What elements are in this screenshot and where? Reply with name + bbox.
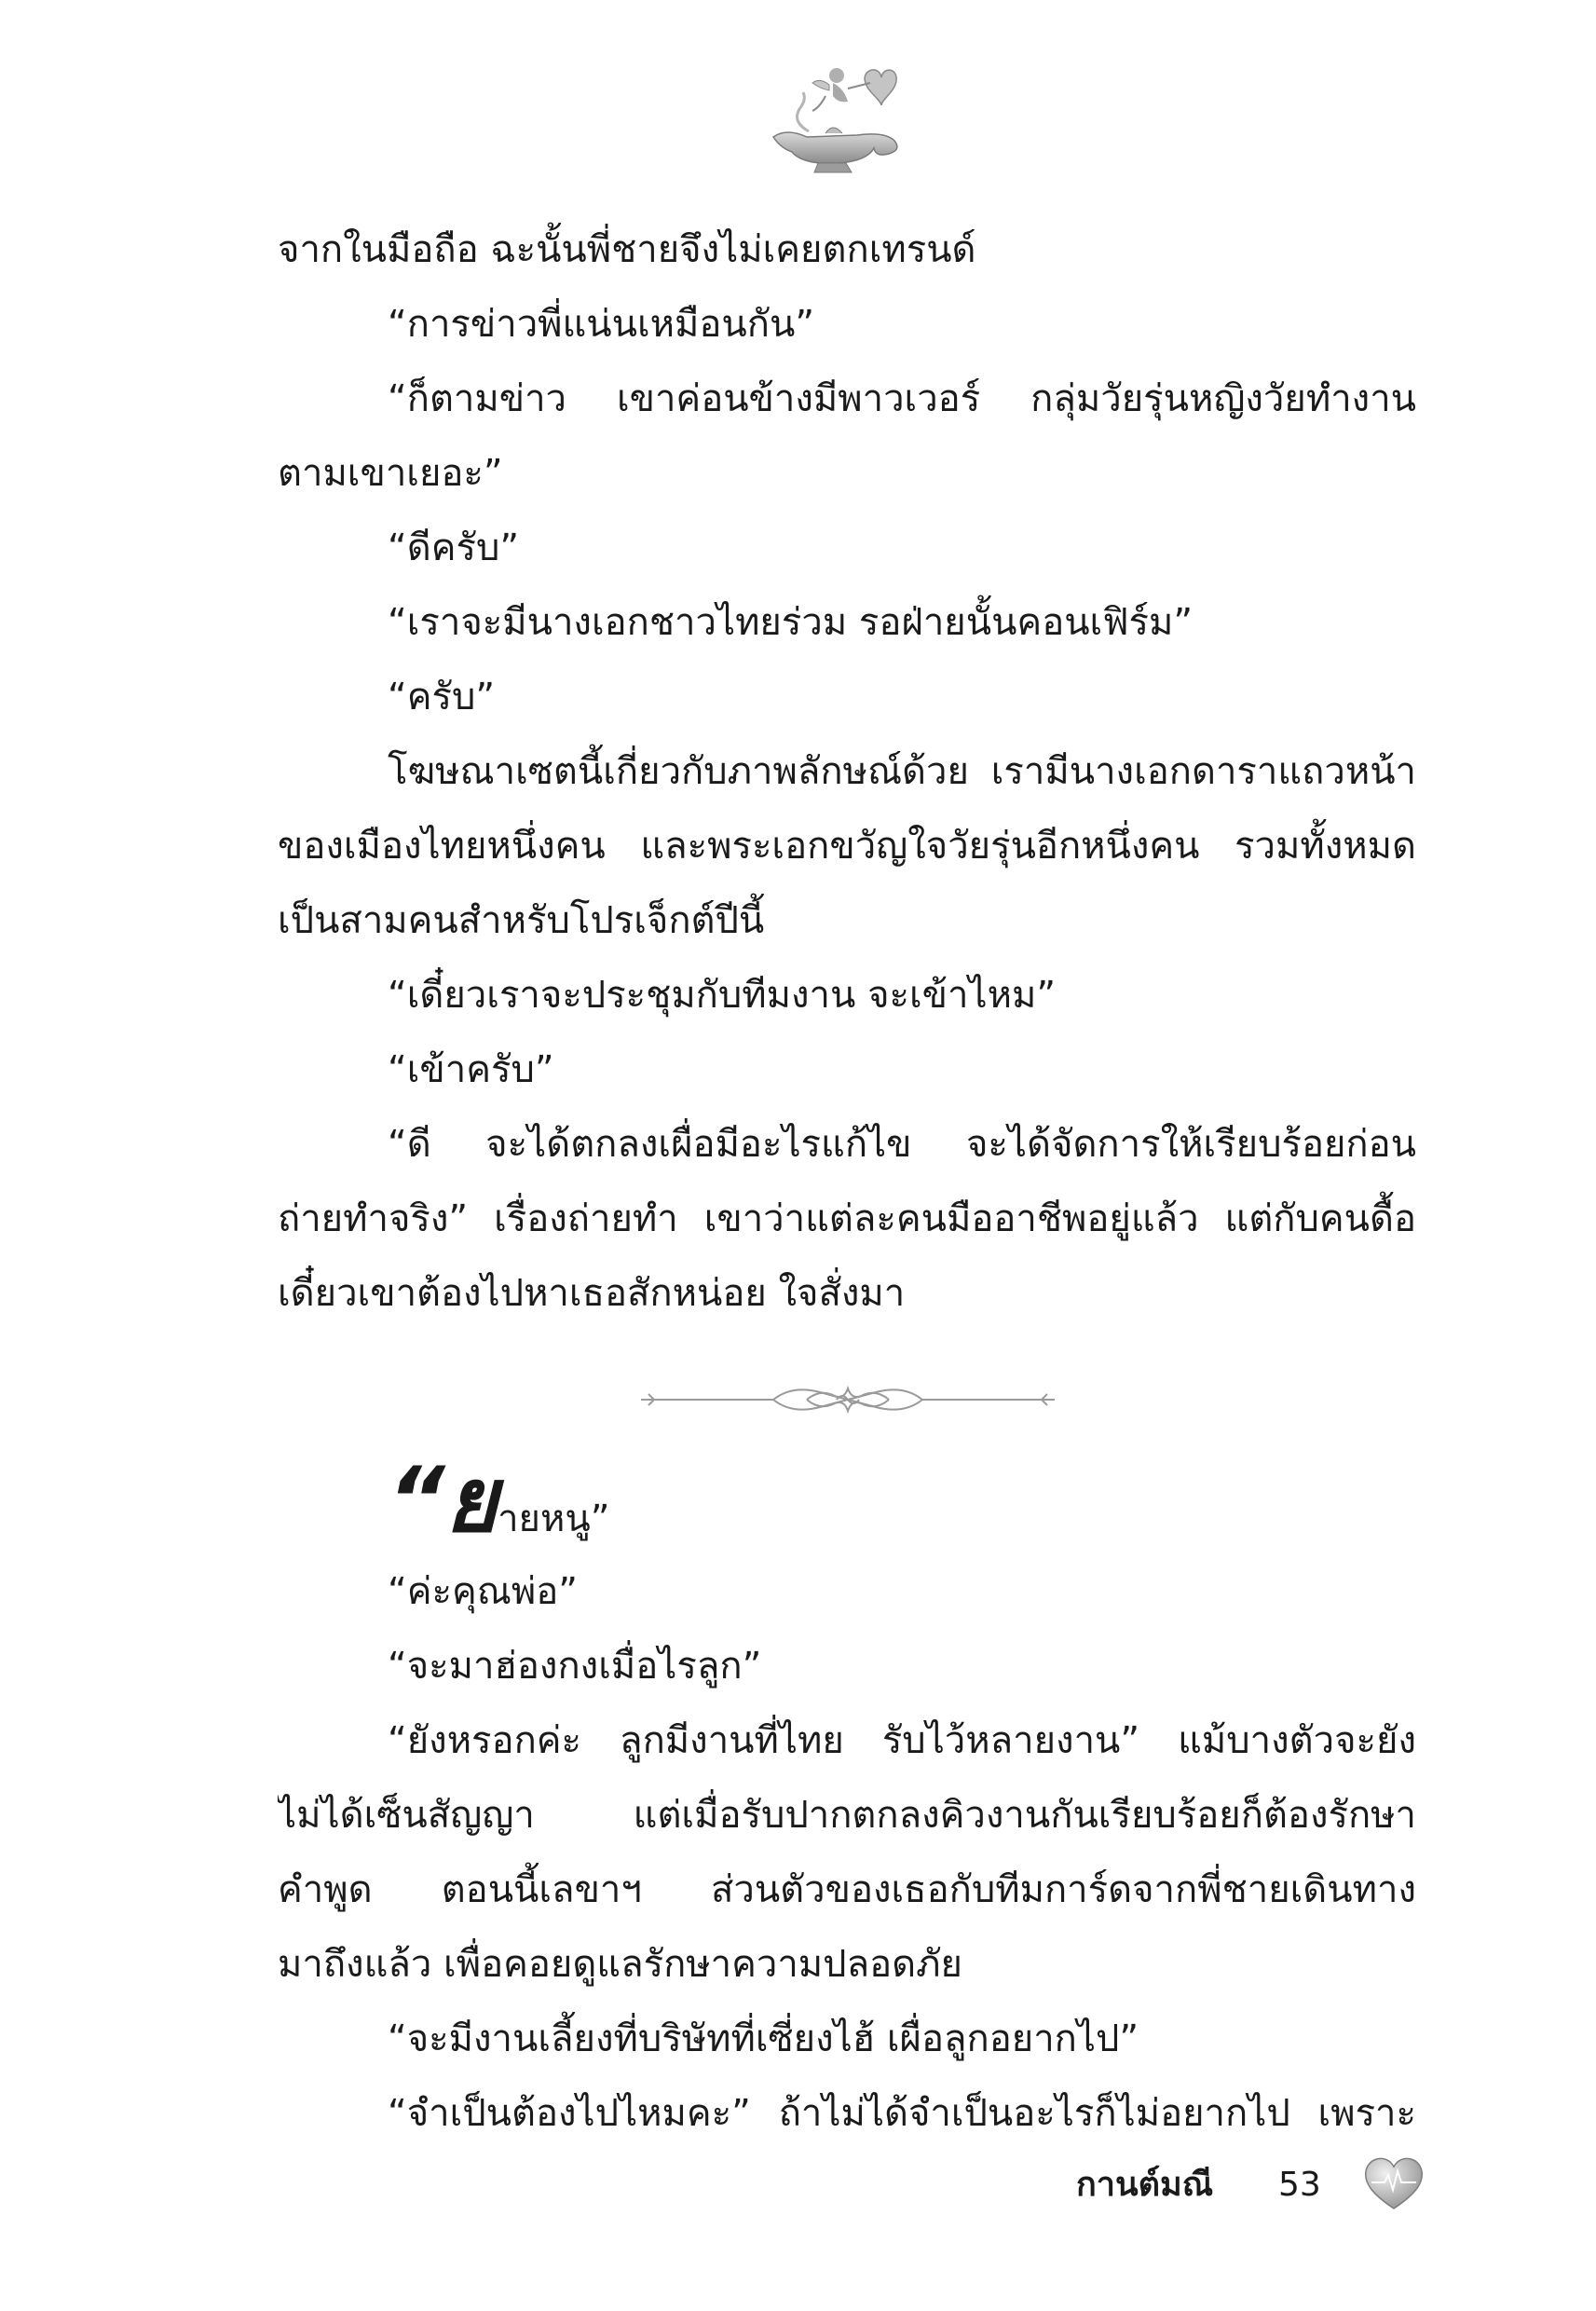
text-line: “การข่าวพี่แน่นเหมือนกัน” <box>388 303 815 346</box>
text-line: “ยังหรอกค่ะ ลูกมีงานที่ไทย รับไว้หลายงาน” แม้บางตัวจะยัง <box>388 1719 1416 1762</box>
heart-heartbeat-icon <box>1362 2153 1425 2212</box>
text-line: “จะมีงานเลี้ยงที่บริษัทที่เซี่ยงไฮ้ เผื่อลูกอยากไป” <box>388 2017 1139 2060</box>
body-text-block-1 <box>278 212 1416 1331</box>
page-number: 53 <box>1278 2166 1321 2204</box>
section-opening-line <box>388 1448 610 1552</box>
genie-lamp-ornament-icon <box>755 51 913 182</box>
drop-cap-rest: ายหนู” <box>498 1497 610 1540</box>
text-line: ของเมืองไทยหนึ่งคน และพระเอกขวัญใจวัยรุ่นอีกหนึ่งคน รวมทั้งหมด <box>278 825 1416 868</box>
text-line: เป็นสามคนสำหรับโปรเจ็กต์ปีนี้ <box>278 899 765 942</box>
text-line: ถ่ายทำจริง” เรื่องถ่ายทำ เขาว่าแต่ละคนมืออาชีพอยู่แล้ว แต่กับคนดื้อ <box>278 1197 1416 1240</box>
text-line: “เดี๋ยวเราจะประชุมกับทีมงาน จะเข้าไหม” <box>388 974 1057 1017</box>
text-line: จากในมือถือ ฉะนั้นพี่ชายจึงไม่เคยตกเทรนด์ <box>278 228 976 271</box>
text-line: “จำเป็นต้องไปไหมคะ” ถ้าไม่ได้จำเป็นอะไรก็ไม่อยากไป เพราะ <box>388 2092 1416 2135</box>
text-line: โฆษณาเซตนี้เกี่ยวกับภาพลักษณ์ด้วย เรามีนางเอกดาราแถวหน้า <box>388 750 1416 793</box>
text-line: “เราจะมีนางเอกชาวไทยร่วม รอฝ่ายนั้นคอนเฟิร์ม” <box>388 601 1194 644</box>
text-line: “ครับ” <box>388 676 496 718</box>
body-text-block-2 <box>278 1554 1416 2151</box>
drop-cap-letter: “ย <box>388 1448 498 1552</box>
text-line: “ก็ตามข่าว เขาค่อนข้างมีพาวเวอร์ กลุ่มวัยรุ่นหญิงวัยทำงาน <box>388 377 1416 420</box>
text-line: คำพูด ตอนนี้เลขาฯ ส่วนตัวของเธอกับทีมการ์ดจากพี่ชายเดินทาง <box>278 1868 1416 1911</box>
text-line: ตามเขาเยอะ” <box>278 452 503 495</box>
text-line: “จะมาฮ่องกงเมื่อไรลูก” <box>388 1645 762 1688</box>
text-line: “เข้าครับ” <box>388 1048 554 1091</box>
book-title: กานต์มณี <box>1076 2166 1214 2204</box>
text-line: “ดีครับ” <box>388 526 520 569</box>
flourish-divider-icon <box>634 1372 1062 1428</box>
text-line: มาถึงแล้ว เพื่อคอยดูแลรักษาความปลอดภัย <box>278 1943 962 1986</box>
text-line: ไม่ได้เซ็นสัญญา แต่เมื่อรับปากตกลงคิวงานกันเรียบร้อยก็ต้องรักษา <box>278 1794 1416 1837</box>
text-line: “ดี จะได้ตกลงเผื่อมีอะไรแก้ไข จะได้จัดการให้เรียบร้อยก่อน <box>388 1123 1416 1166</box>
text-line: “ค่ะคุณพ่อ” <box>388 1570 578 1613</box>
text-line: เดี๋ยวเขาต้องไปหาเธอสักหน่อย ใจสั่งมา <box>278 1272 906 1315</box>
